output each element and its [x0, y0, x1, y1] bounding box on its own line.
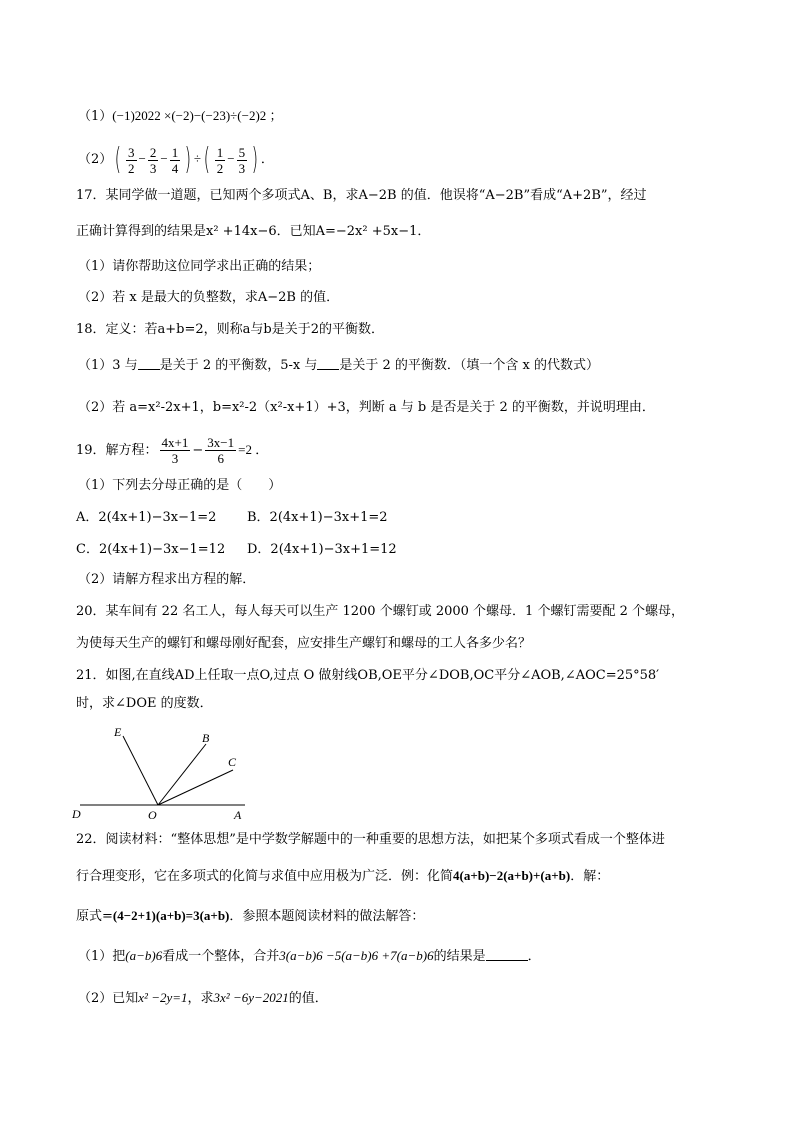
- ray-oc: [158, 770, 233, 805]
- q22-part1: [78, 946, 541, 967]
- q22-line2-b: ．解：: [570, 869, 610, 884]
- q22-part1-c: 的结果是: [433, 949, 486, 964]
- label-a: A: [234, 808, 242, 822]
- q18-part1-c: 是关于 2 的平衡数．（填一个含 x 的代数式）: [339, 358, 599, 373]
- label-o: O: [148, 808, 157, 822]
- q17-line2: 正确计算得到的结果是x² +14x−6．已知A=−2x² +5x−1．: [76, 224, 431, 239]
- q16-part1: [78, 106, 283, 127]
- q22-line2-expr: 4(a+b)−2(a+b)+(a+b): [453, 868, 571, 883]
- q19-choice-b[interactable]: B．2(4x+1)−3x+1=2: [247, 510, 388, 525]
- q16-part2-expr: ( $\frac{3}{2}$ − $\frac{2}{3}$ − $\frac{1}{4}$ ) ÷( $\frac{1}{2}$ − $\frac{5}{3}$ ) ．: [114, 142, 274, 178]
- q22-part1-d: ．: [527, 949, 541, 964]
- q19-part2: （2）请解方程求出方程的解．: [78, 572, 256, 587]
- q22-part2-a: （2）已知: [78, 991, 139, 1006]
- label-b: B: [202, 731, 210, 745]
- q19-equation: [76, 432, 268, 469]
- q19-frac1: $\frac{4x+1}{3}$: [161, 435, 189, 466]
- q22-part2-expr1: x² −2y=1: [138, 990, 188, 1005]
- q21-angle-figure: [70, 724, 260, 824]
- q19-choice-a[interactable]: A．2(4x+1)−3x−1=2: [76, 510, 217, 525]
- q22-part1-a: （1）把: [78, 949, 126, 964]
- q20-line1: 20．某车间有 22 名工人，每人每天可以生产 1200 个螺钉或 2000 个螺母．1 个螺钉需要配 2 个螺母，: [76, 604, 684, 619]
- q22-part2-b: ，求: [187, 991, 214, 1006]
- q18-part1-a: （1）3 与: [78, 358, 138, 373]
- q16-part2-label: （2）: [78, 152, 113, 167]
- q22-line3-b: ．参照本题阅读材料的做法解答：: [229, 909, 425, 924]
- q19-rhs: =2 ．: [238, 442, 269, 457]
- q21-line2: 时，求∠DOE 的度数．: [76, 696, 213, 711]
- q22-part2-expr2: 3x² −6y−2021: [213, 990, 289, 1005]
- q18-part1: [78, 356, 599, 376]
- q18-line1: 18．定义：若a+b=2，则称a与b是关于2的平衡数．: [76, 322, 385, 337]
- q22-part1-expr2: 3(a−b)6 −5(a−b)6 +7(a−b)6: [279, 948, 434, 963]
- q22-line2-a: 行合理变形，它在多项式的化简与求值中应用极为广泛．例：化简: [76, 869, 454, 884]
- q19-choice-d[interactable]: D．2(4x+1)−3x+1=12: [247, 542, 397, 557]
- q22-line3-expr: (4−2+1)(a+b)=3(a+b): [112, 908, 230, 923]
- q20-line2: 为使每天生产的螺钉和螺母刚好配套，应安排生产螺钉和螺母的工人各多少名？: [76, 636, 532, 651]
- ray-oe: [123, 736, 158, 805]
- label-e: E: [114, 725, 122, 739]
- q22-blank[interactable]: [486, 948, 528, 961]
- q19-part1: （1）下列去分母正确的是（ ）: [78, 478, 282, 493]
- q18-part1-b: 是关于 2 的平衡数，5-x 与: [159, 358, 318, 373]
- q16-part1-expr: (−1)2022 ×(−2)−(−23)÷(−2)2 ；: [112, 108, 283, 123]
- q16-part2: [78, 142, 274, 177]
- q19-minus: −: [192, 443, 204, 458]
- q22-line1: 22．阅读材料：“整体思想”是中学数学解题中的一种重要的思想方法，如把某个多项式看成一个整体进: [76, 832, 665, 847]
- label-c: C: [228, 755, 237, 769]
- q18-blank-2[interactable]: [317, 357, 339, 370]
- q22-part1-expr1: (a−b)6: [125, 948, 163, 963]
- q17-part1: （1）请你帮助这位同学求出正确的结果；: [78, 259, 321, 274]
- q22-line2: [76, 866, 609, 887]
- q16-part1-label: （1）: [78, 109, 113, 124]
- q18-part2: （2）若 a=x²-2x+1，b=x²-2（x²-x+1）+3，判断 a 与 b 是否是关于 2 的平衡数，并说明理由．: [78, 400, 655, 415]
- q19-frac2: $\frac{3x-1}{6}$: [207, 435, 235, 466]
- q22-line3-a: 原式=: [76, 909, 113, 924]
- q22-part1-b: 看成一个整体，合并: [162, 949, 280, 964]
- q22-part2: [78, 988, 328, 1009]
- q19-label: 19．解方程：: [76, 443, 158, 458]
- q18-blank-1[interactable]: [138, 357, 160, 370]
- q22-line3: [76, 906, 424, 927]
- q22-part2-c: 的值．: [288, 991, 328, 1006]
- q19-choice-c[interactable]: C．2(4x+1)−3x−1=12: [76, 542, 226, 557]
- q17-line1: 17．某同学做一道题，已知两个多项式A、B，求A−2B 的值．他误将“A−2B”看成“A+2B”，经过: [76, 188, 647, 203]
- label-d: D: [72, 807, 81, 821]
- ray-ob: [158, 744, 206, 805]
- q17-part2: （2）若 x 是最大的负整数，求A−2B 的值．: [78, 290, 340, 305]
- q21-line1: 21．如图,在直线AD上任取一点O,过点 O 做射线OB,OE平分∠DOB,OC平分∠AOB,∠AOC=25°58′: [76, 668, 660, 683]
